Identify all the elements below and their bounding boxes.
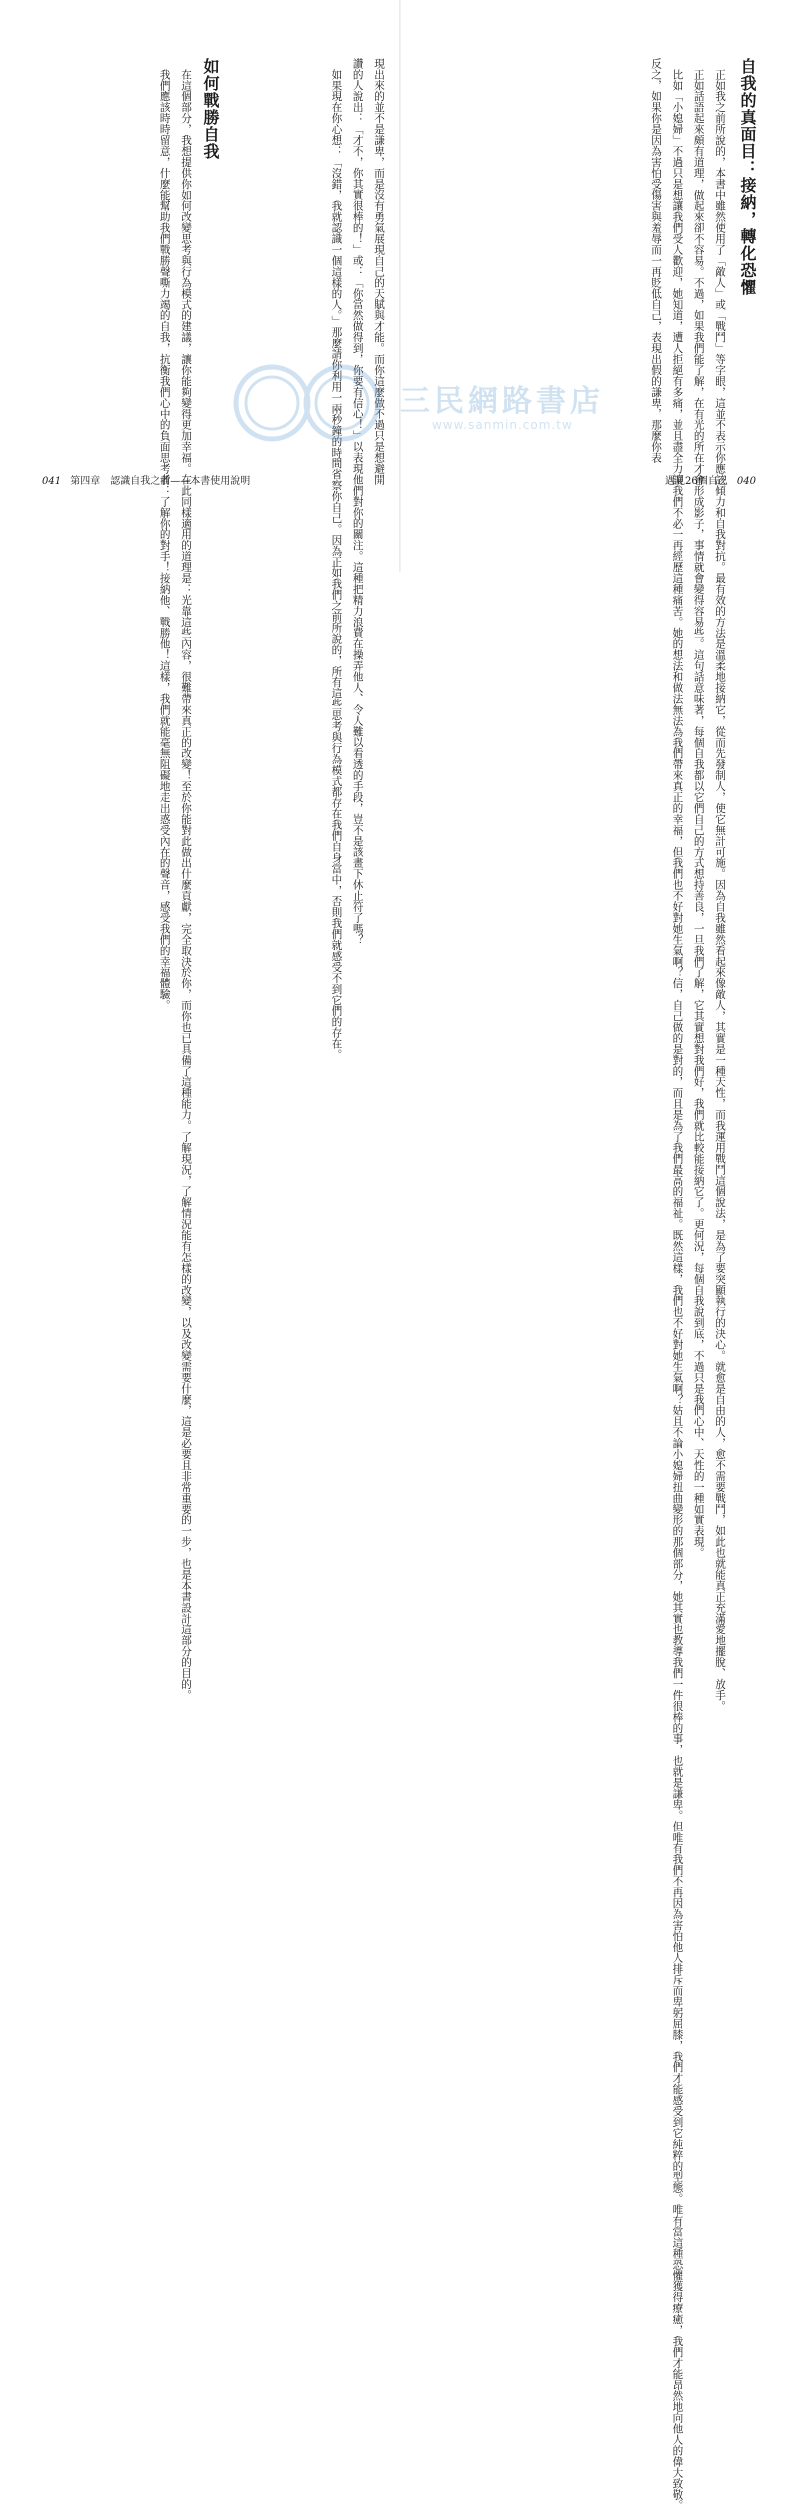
page-gutter <box>399 0 401 572</box>
right-paragraph-4: 反之，如果你是因為害怕受傷害與羞辱而一再貶低自己，表現出假的謙卑，那麼你表 <box>650 58 663 464</box>
left-page-number: 041 <box>42 476 62 487</box>
watermark-text: 三民網路書店 <box>400 384 604 419</box>
watermark-url: www.sanmin.com.tw <box>432 418 573 432</box>
left-page-footer <box>36 472 250 487</box>
right-running-head: 遇見26個自己 <box>664 476 728 487</box>
right-paragraph-2: 正如話語起來頗有道理，做起來卻不容易。不過，如果我們能了解，在有光的所在才會形成影子，事情就會變得容易些。這句話意味著，每個自我都以它們自己的方式想持善良，一旦我們了解，它其實想對我們好，我們就比較能接納它了。更何況，每個自我說到底，不過只是我們心中、天性的一種如實表現。 <box>692 68 705 1558</box>
left-page-top-body <box>213 58 389 1060</box>
left-paragraph-1: 現出來的並不是謙卑，而是沒有勇氣展現自己的天賦與才能。而你這麼做不過只是想避開 <box>373 58 385 486</box>
left-paragraph-5: 我們應該時時留意，什麼能幫助我們戰勝聲嘶力竭的自我，抗衡我們心中的負面思考者：了解你的對手！接納他、戰勝他！這樣，我們就能毫無阻礙地走出惑受內在的聲音，感受我們的幸福體驗。 <box>158 68 171 1011</box>
right-page-footer <box>665 472 762 487</box>
right-paragraph-3: 比如「小媳婦」不過只是想讓我們受人歡迎，她知道，遭人拒絕有多痛，並且盡全力讓我們不必一再經歷這種痛苦。她的想法和做法無法為我們帶來真正的幸福，但我們也不好對她生氣啊？信，自己做的是對的，而且是為了我們最高的福祉。既然這樣，我們也不好對她生氣啊？姑且不論小媳婦扭曲變形的那個部分，她其實也教導我們一件很棒的事，也就是謙卑。但唯有我們不再因為害怕他人排斥而卑躬屈膝，我們才能感受到它純粹的型態。唯有當這種恐懼獲得療癒，我們才能昂然地向他人的偉大致敬。 <box>671 68 684 2510</box>
left-paragraph-3: 如果現在你心想：「沒錯，我就認識一個這樣的人。」那麼請你利用一兩秒鐘的時間省察你自己。因為正如我們之前所說的，所有這些思考與行為模式都存在我們自身當中，否則我們就感受不到它們的存在。 <box>330 68 343 1060</box>
right-page-heading: 自我的真面目：接納，轉化恐懼 <box>738 58 757 296</box>
right-page-number: 040 <box>736 476 756 487</box>
left-paragraph-2: 讚的人說出：「才不，你其實很棒的！」或：「你當然做得到，你要有信心！」以表現他們對你的關注。這種把精力浪費在操弄他人、令人難以看透的手段，豈不是該畫下休止符了嗎？ <box>351 58 364 945</box>
left-paragraph-4: 在這個部分，我想提供你如何改變思考與行為模式的建議，讓你能夠變得更加幸福。在此同樣適用的道理是：光靠這些內容，很難帶來真正的改變！至於你能對此做出什麼貢獻，完全取決於你，而你也已具備了這種能力。了解現況，了解情況能有怎樣的改變，以及改變需要什麼，這是必要且非常重要的一步，也是本書設計這部分的目的。 <box>180 68 192 1701</box>
watermark-logo-icon <box>232 358 392 448</box>
bookstore-watermark <box>232 358 692 448</box>
left-page-heading: 如何戰勝自我 <box>201 58 220 160</box>
right-paragraph-1: 正如我之前所說的，本書中雖然使用了「敵人」或「戰鬥」等字眼，這並不表示你應該傾力和自我對抗。最有效的方法是溫柔地接納它，從而先發制人，使它無計可施。因為自我雖然看起來像敵人，其實是一種天性，而我運用戰鬥這個說法，是為了要突顯執行的決心。就愈是自由的人，愈不需要戰鬥，如此也就能真正充滿愛地擺脫、放手。 <box>714 68 726 1712</box>
left-running-head: 第四章 認識自我之前——本書使用說明 <box>70 476 251 487</box>
